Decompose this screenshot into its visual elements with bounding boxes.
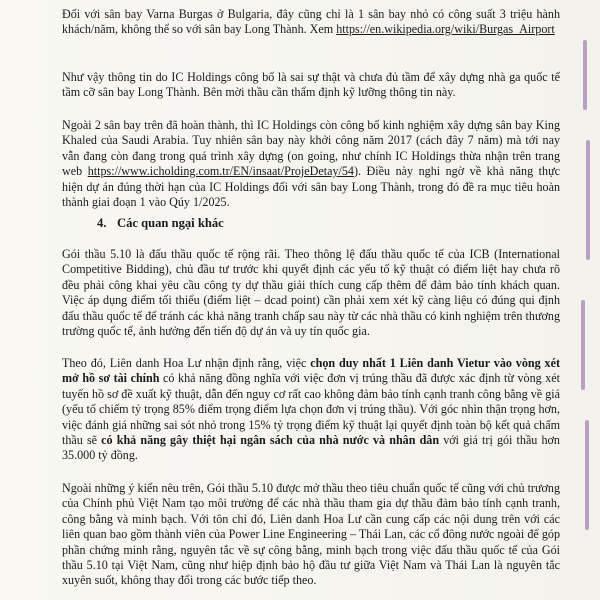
burgas-airport-link[interactable]: https://en.wikipedia.org/wiki/Burgas_Airport [336, 22, 555, 37]
section-title: Các quan ngại khác [117, 216, 224, 230]
paragraph-text: Theo đó, Liên danh Hoa Lư nhận định rằng, việc [62, 356, 311, 370]
paragraph-icb [62, 247, 560, 339]
bold-emphasis: chọn duy nhất 1 Liên danh Vietur vào vòng xét mở hồ sơ tài chính [62, 356, 560, 386]
section-number: 4. [97, 216, 107, 230]
stamp-fragment [585, 420, 589, 530]
paragraph-text: Như vậy thông tin do IC Holdings công bố là sai sự thật và chưa đủ tầm để xây dựng nhà ga quốc tế tầm cỡ sân bay Long Thành. Bên mời thầu cần thẩm định kỹ lưỡng thông tin này. [62, 70, 560, 100]
paragraph-transparency [62, 481, 560, 589]
paragraph-text: Ngoài 2 sân bay trên đã hoàn thành, thì IC Holdings còn công bố kinh nghiệm xây dựng sân bay King Khaled của Saudi Arabia. Tuy nhiên sân bay này khởi công năm 2017 (cách đây 7 năm) mà tới nay vẫn đang còn đang trong quá trình xây dựng (on going, như chính IC Holdings thừa nhận trên trang web [62, 118, 560, 179]
bold-emphasis: có khả năng gây thiệt hại ngân sách của nhà nước và nhân dân [101, 433, 440, 448]
stamp-fragment [586, 140, 590, 260]
paragraph-text: có khả năng đồng nghĩa với việc đơn vị trúng thầu đã được xác định từ vòng xét tuyển hồ sơ đề xuất kỹ thuật, dẫn đến nguy cơ rất cao không đảm bảo tính cạnh tranh công bằng về giá (yếu tố chiếm tỷ trọng 85% điểm trọng điểm lựa chọn đơn vị trúng thầu). Với góc nhìn thận trọng hơn, việc đánh giá những sai sót nhỏ trong 15% tỷ trọng điểm kỹ thuật lại quyết định toàn bộ kết quả chấm thầu sẽ [62, 371, 560, 448]
stamp-fragment [583, 40, 587, 110]
paragraph-text: Ngoài những ý kiến nêu trên, Gói thầu 5.10 được mở thầu theo tiêu chuẩn quốc tế cũng với chủ trương của Chính phủ Việt Nam tạo môi trường để các nhà thầu tham gia dự thầu đảm bảo tính cạnh tranh, công bằng và minh bạch. Với tôn chỉ đó, Liên danh Hoa Lư cần cung cấp các nội dung trên với các liên quan bao gồm thành viên của Power Line Engineering – Thái Lan, các cổ đông nước ngoài để góp phần chứng minh rằng, nguyên tắc về sự công bằng, minh bạch trong việc đấu thầu quốc tế của Gói thầu 5.10 tại Việt Nam, cũng như hiệp định bảo hộ đầu tư giữa Việt Nam và Thái Lan là nguyên tắc xuyên suốt, không thay đổi trong các bước tiếp theo. [62, 481, 560, 588]
paragraph-varna-burgas [62, 7, 560, 38]
seal-stamp-edge [574, 0, 600, 600]
paragraph-text: Đối với sân bay Varna Burgas ở Bulgaria, đây cũng chỉ là 1 sân bay nhỏ có công suất 3 triệu hành khách/năm, không thể so với sân bay Long Thành. Xem [62, 7, 560, 37]
paragraph-text: với giá trị gói thầu hơn 35.000 tỷ đồng. [62, 433, 560, 463]
section-heading [97, 216, 224, 231]
stamp-fragment [581, 300, 585, 390]
paragraph-hoa-lu-assessment [62, 356, 560, 464]
paragraph-text: Gói thầu 5.10 là đấu thầu quốc tế rộng rãi. Theo thông lệ đấu thầu quốc tế của ICB (International Competitive Bidding), chủ đầu tư trước khi quyết định các yếu tố kỹ thuật có điểm liệt hay chưa rõ đều phải công khai yêu cầu công ty dự thầu giải thích cung cấp thêm để đảm bảo tính khách quan. Việc áp dụng điểm tối thiểu (điểm liệt – dcad point) cần phải xem xét kỹ càng liệu có đúng qui định đấu thầu quốc tế để tránh các khả năng tranh chấp sau này từ các nhà thầu có kinh nghiệm trên thương trường quốc tế, ảnh hưởng đến tiến độ dự án và uy tín quốc gia. [62, 247, 560, 339]
icholding-project-link[interactable]: https://www.icholding.com.tr/EN/insaat/ProjeDetay/54 [87, 164, 354, 179]
paragraph-king-khaled [62, 118, 560, 210]
paragraph-conclusion [62, 70, 560, 101]
paragraph-text: ). Điều này nghi ngờ về khả năng thực hiện dự án đúng thời hạn của IC Holdings đối với sân bay Long Thành, trong đó đề ra mục tiêu hoàn thành giai đoạn 1 vào Qúy 1/2025. [62, 164, 561, 210]
